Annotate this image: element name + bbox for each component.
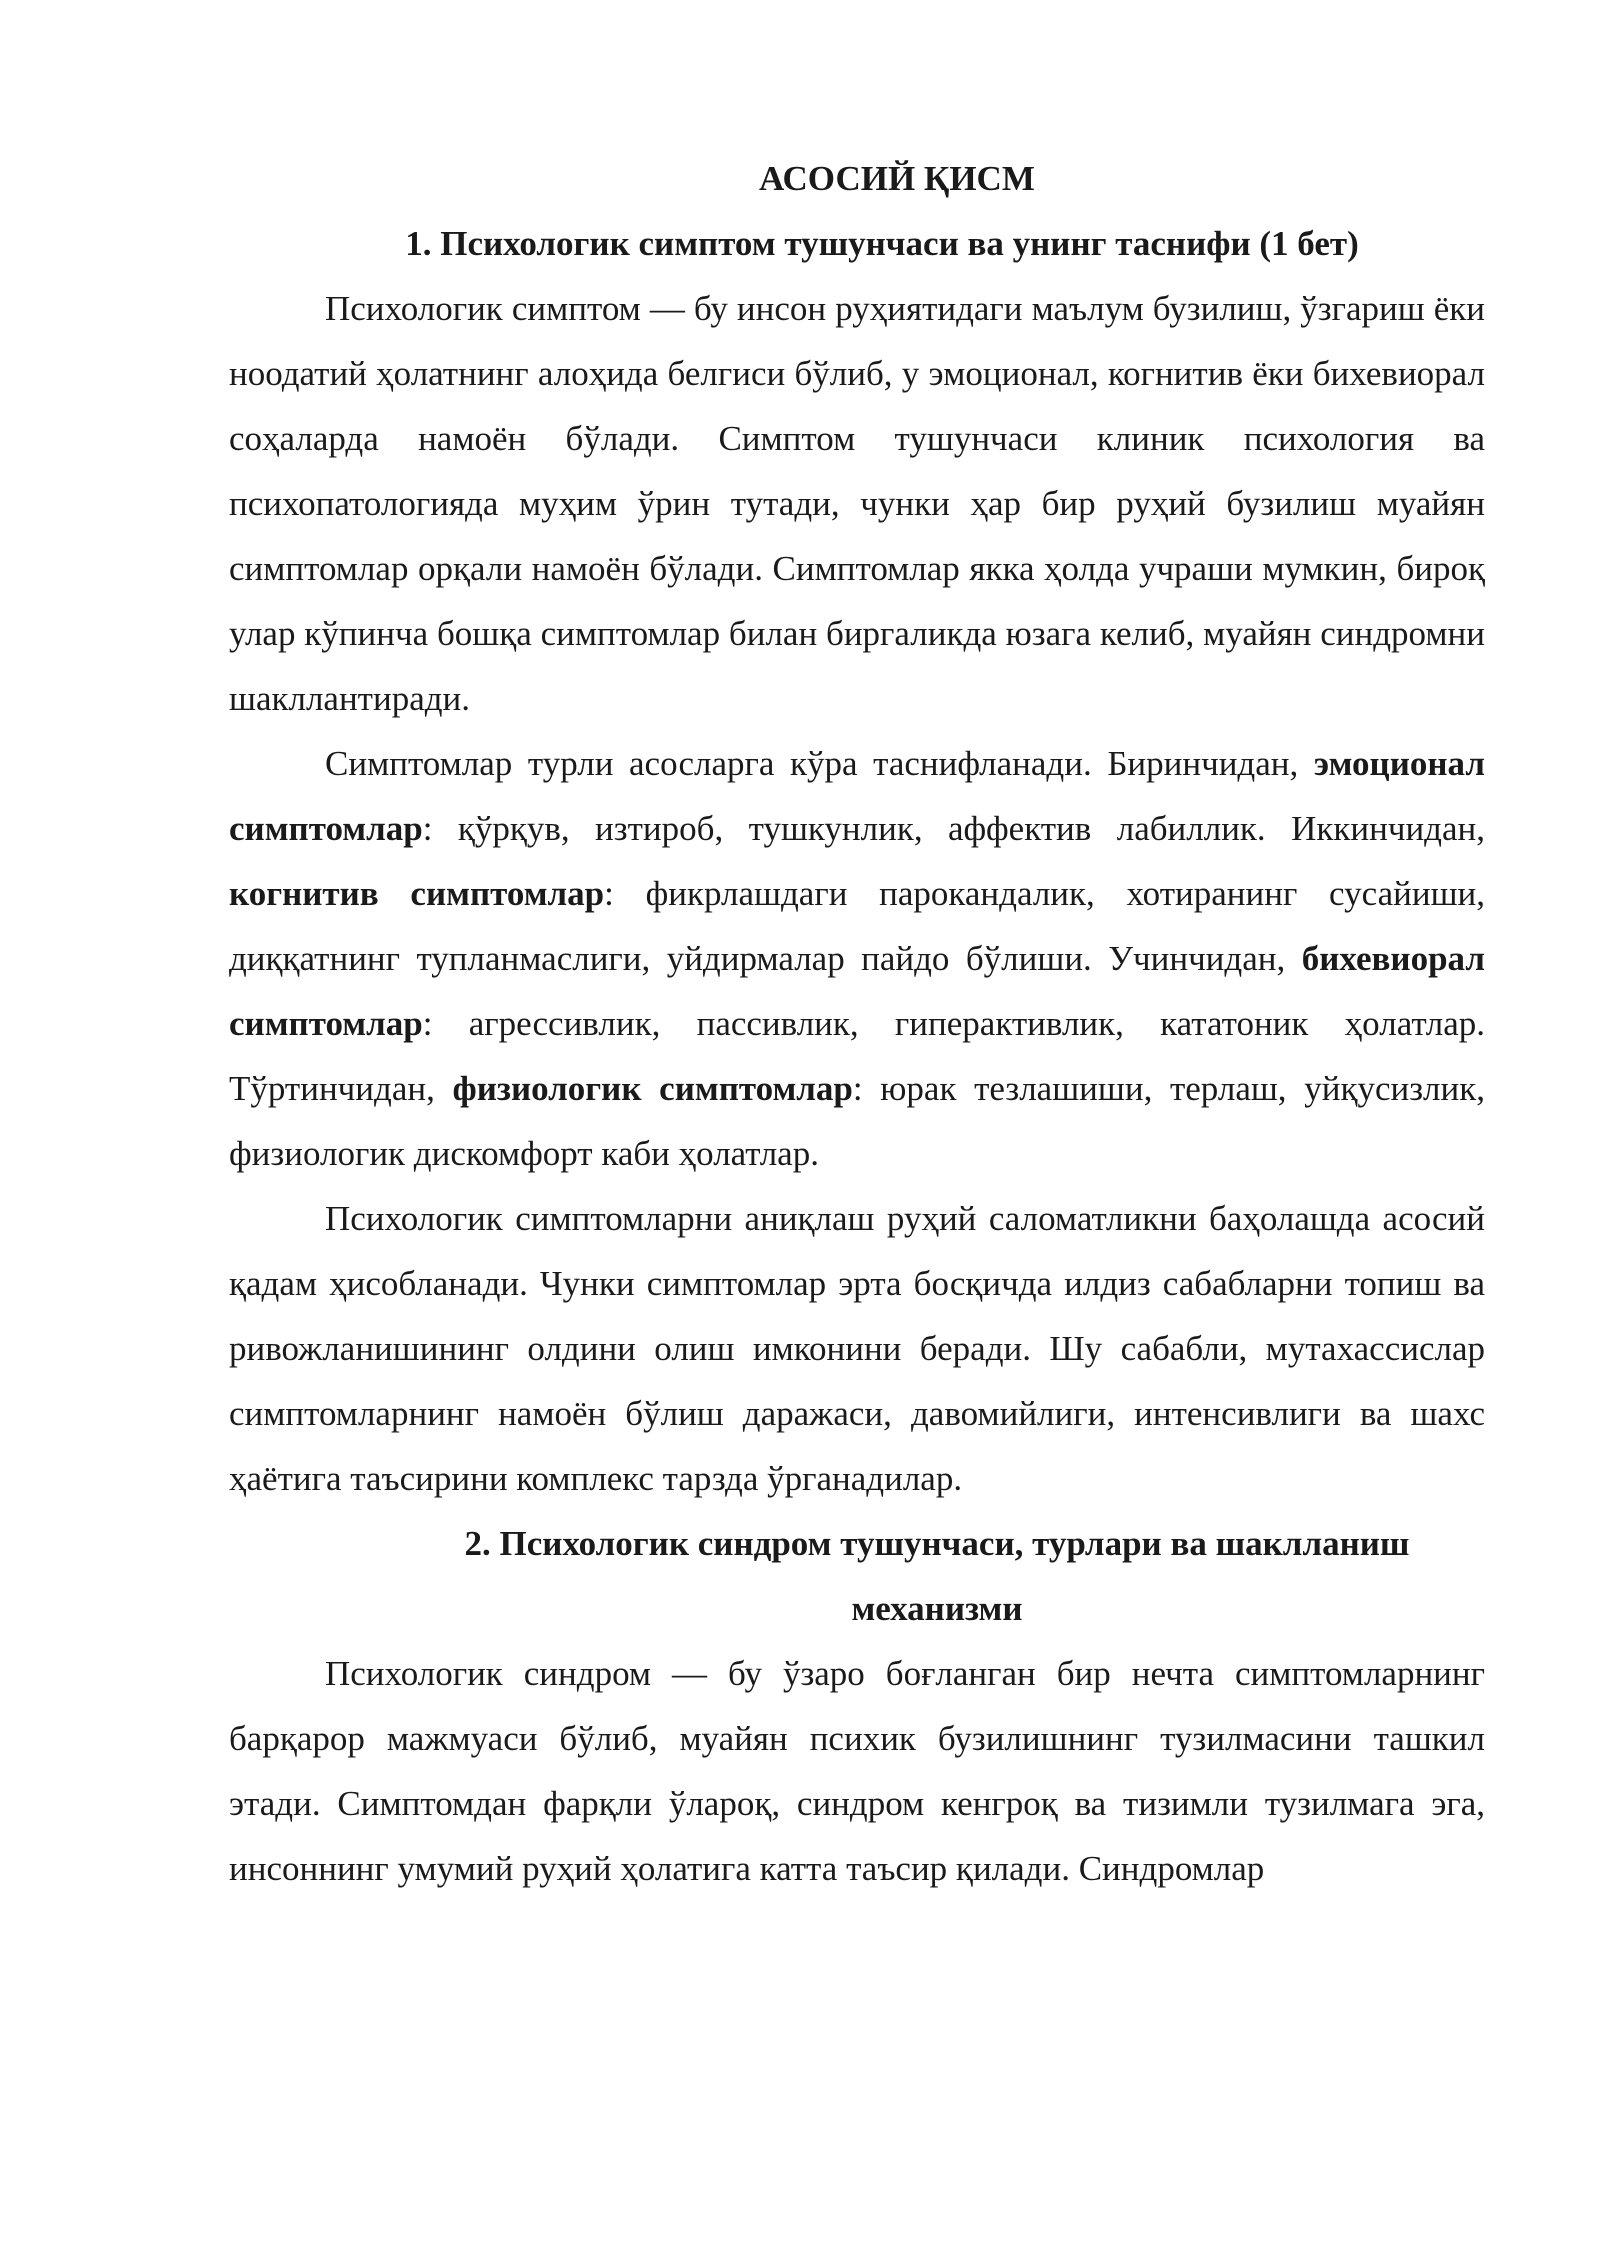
section-2-paragraph-1: Психологик синдром — бу ўзаро боғланган бир нечта симптомларнинг барқарор мажмуаси бўлиб, муайян психик бузилишнинг тузилмасини ташкил этади. Симптомдан фарқли ўлароқ, синдром кенгроқ ва тизимли тузилмага эга, инсоннинг умумий руҳий ҳолатига катта таъсир қилади. Синдромлар bbox=[229, 1654, 1485, 1888]
section-1-heading: 1. Психологик симптом тушунчаси ва унинг таснифи (1 бет) bbox=[405, 224, 1359, 263]
emotional-symptoms-text: : қўрқув, изтироб, тушкунлик, аффектив лабиллик. Иккинчидан, bbox=[422, 809, 1485, 848]
section-2-heading: 2. Психологик синдром тушунчаси, турлари ва шаклланиш механизми bbox=[464, 1524, 1410, 1628]
paragraph-2-intro: Симптомлар турли асосларга кўра таснифланади. Биринчидан, bbox=[325, 744, 1314, 783]
main-title: АСОСИЙ ҚИСМ bbox=[759, 159, 1035, 198]
section-1-paragraph-2 bbox=[229, 731, 1485, 1186]
cognitive-symptoms-term: когнитив симптомлар bbox=[229, 874, 605, 913]
section-1-paragraph-3: Психологик симптомларни аниқлаш руҳий саломатликни баҳолашда асосий қадам ҳисобланади. Чунки симптомлар эрта босқичда илдиз сабабларни топиш ва ривожланишининг олдини олиш имконини беради. Шу сабабли, мутахассислар симптомларнинг намоён бўлиш даражаси, давомийлиги, интенсивлиги ва шахс ҳаётига таъсирини комплекс тарзда ўрганадилар. bbox=[229, 1199, 1485, 1498]
physiological-symptoms-text: : юрак тезлашиши, терлаш, уйқусизлик, физиологик дискомфорт каби ҳолатлар. bbox=[229, 1069, 1485, 1173]
section-1-paragraph-1: Психологик симптом — бу инсон руҳиятидаги маълум бузилиш, ўзгариш ёки ноодатий ҳолатнинг алоҳида белгиси бўлиб, у эмоционал, когнитив ёки бихевиорал соҳаларда намоён бўлади. Симптом тушунчаси клиник психология ва психопатологияда муҳим ўрин тутади, чунки ҳар бир руҳий бузилиш муайян симптомлар орқали намоён бўлади. Симптомлар якка ҳолда учраши мумкин, бироқ улар кўпинча бошқа симптомлар билан биргаликда юзага келиб, муайян синдромни шакллантиради. bbox=[229, 289, 1485, 718]
emotional-symptoms-term: эмоционал симптомлар bbox=[229, 744, 1485, 848]
document-body bbox=[229, 146, 1485, 1901]
physiological-symptoms-term: физиологик симптомлар bbox=[452, 1069, 853, 1108]
behavioral-symptoms-term: бихевиорал симптомлар bbox=[229, 939, 1485, 1043]
behavioral-symptoms-text: : агрессивлик, пассивлик, гиперактивлик, кататоник ҳолатлар. Тўртинчидан, bbox=[229, 1004, 1485, 1108]
cognitive-symptoms-text: : фикрлашдаги парокандалик, хотиранинг сусайиши, диққатнинг тупланмаслиги, уйдирмалар пайдо бўлиши. Учинчидан, bbox=[229, 874, 1486, 978]
